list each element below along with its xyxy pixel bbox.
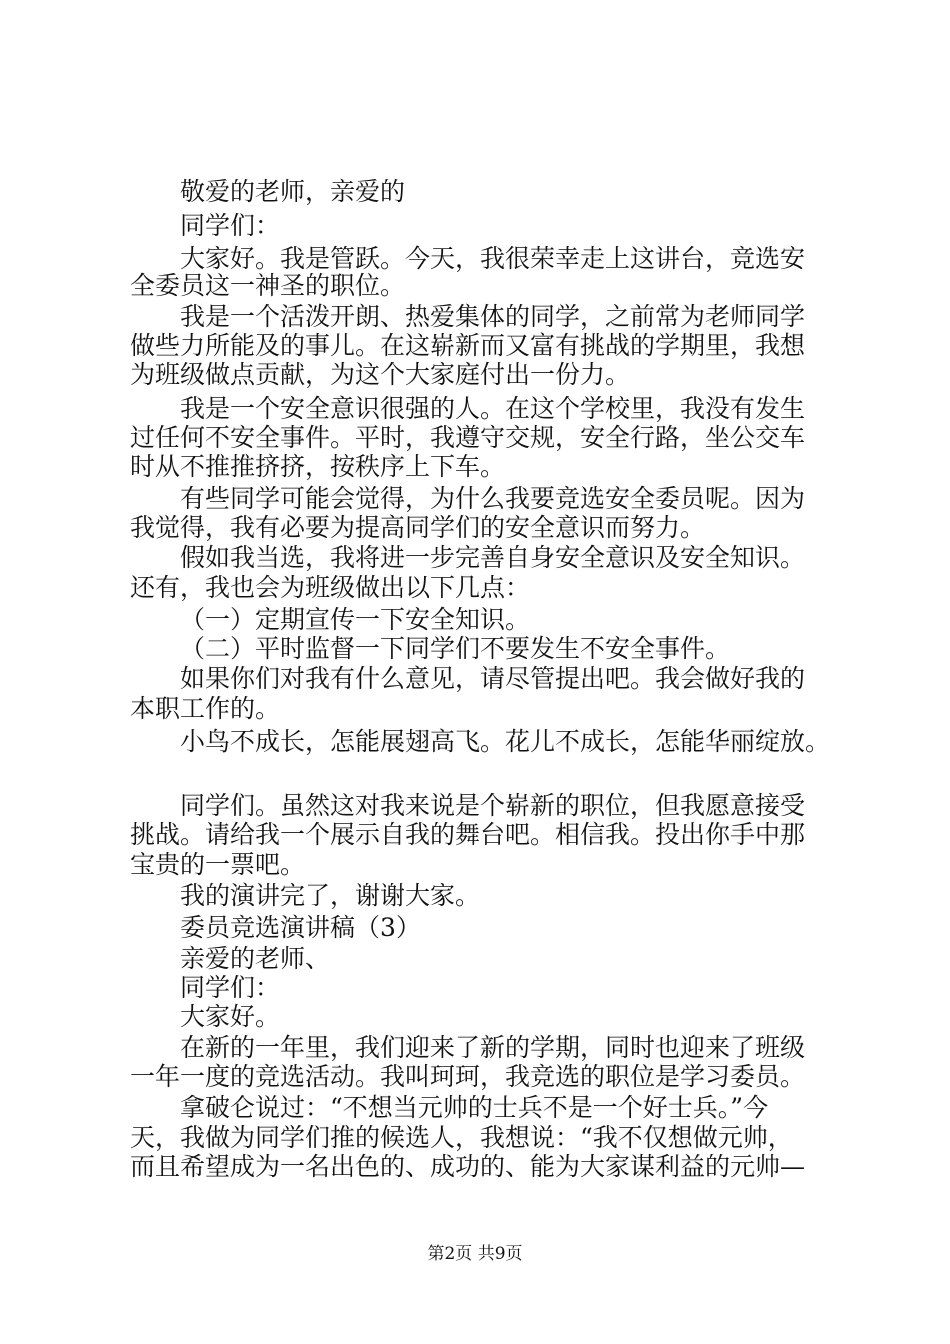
text-line: 同学们：: [180, 973, 281, 1002]
page-footer: 第2页 共9页: [427, 1244, 523, 1264]
text-line: 委员竞选演讲稿（3）: [180, 913, 421, 942]
text-line: 同学们。虽然这对我来说是个崭新的职位，但我愿意接受: [180, 791, 806, 820]
text-line: 过任何不安全事件。平时，我遵守交规，安全行路，坐公交车: [130, 423, 806, 452]
text-line: 大家好。: [180, 1002, 281, 1031]
text-line: 而且希望成为一名出色的、成功的、能为大家谋利益的元帅—: [130, 1152, 806, 1181]
text-line: 我觉得，我有必要为提高同学们的安全意识而努力。: [130, 513, 706, 542]
text-line: 我是一个活泼开朗、热爱集体的同学，之前常为老师同学: [180, 302, 806, 331]
text-line: 挑战。请给我一个展示自我的舞台吧。相信我。投出你手中那: [130, 820, 806, 849]
text-line: 一年一度的竞选活动。我叫珂珂，我竞选的职位是学习委员。: [130, 1062, 806, 1091]
text-line: 有些同学可能会觉得，为什么我要竞选安全委员呢。因为: [180, 484, 806, 513]
text-line: 我是一个安全意识很强的人。在这个学校里，我没有发生: [180, 394, 806, 423]
text-line: 做些力所能及的事儿。在这崭新而又富有挑战的学期里，我想: [130, 331, 806, 360]
text-line: 在新的一年里，我们迎来了新的学期，同时也迎来了班级: [180, 1033, 806, 1062]
text-line: 天，我做为同学们推的候选人，我想说：“我不仅想做元帅，: [130, 1123, 793, 1152]
text-line: （二）平时监督一下同学们不要发生不安全事件。: [180, 634, 731, 663]
text-line: 假如我当选，我将进一步完善自身安全意识及安全知识。: [180, 543, 806, 572]
text-line: 如果你们对我有什么意见，请尽管提出吧。我会做好我的: [180, 664, 806, 693]
text-line: 亲爱的老师、: [180, 944, 331, 973]
text-line: 全委员这一神圣的职位。: [130, 271, 406, 300]
text-line: （一）定期宣传一下安全知识。: [180, 605, 531, 634]
text-line: 我的演讲完了，谢谢大家。: [180, 881, 481, 910]
text-line: 同学们：: [180, 211, 281, 240]
text-line: 敬爱的老师，亲爱的: [180, 177, 406, 206]
text-line: 小鸟不成长，怎能展翅高飞。花儿不成长，怎能华丽绽放。: [180, 727, 831, 756]
text-line: 拿破仑说过：“不想当元帅的士兵不是一个好士兵。”今: [180, 1093, 769, 1122]
text-line: 时从不推推挤挤，按秩序上下车。: [130, 452, 506, 481]
text-line: 还有，我也会为班级做出以下几点：: [130, 573, 531, 602]
text-line: 本职工作的。: [130, 694, 281, 723]
text-line: 大家好。我是管跃。今天，我很荣幸走上这讲台，竞选安: [180, 244, 806, 273]
text-line: 宝贵的一票吧。: [130, 850, 306, 879]
text-line: 为班级做点贡献，为这个大家庭付出一份力。: [130, 360, 631, 389]
